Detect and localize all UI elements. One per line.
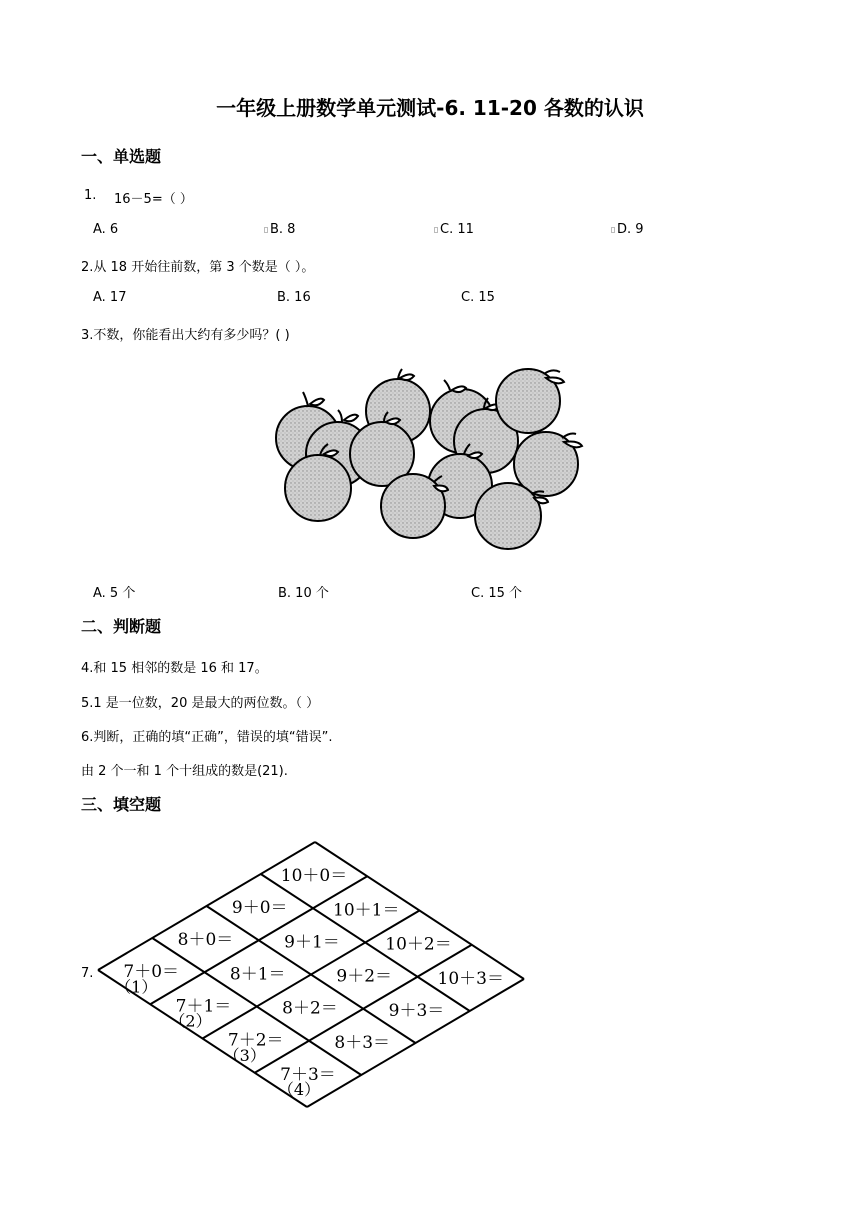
q1-option-d-label: D. 9 [617,222,644,237]
row-label: （4） [277,1080,321,1099]
question-5-text: 5.1 是一位数，20 是最大的两位数。（ ） [81,696,320,711]
q1-option-d[interactable] [611,222,644,237]
page-title: 一年级上册数学单元测试-6. 11-20 各数的认识 [216,96,644,120]
apple-icon [496,369,564,433]
q1-option-b-label: B. 8 [270,222,296,237]
section-true-false: 二、判断题 [81,617,162,636]
q1-option-b[interactable] [264,222,295,237]
q2-option-b[interactable]: B. 16 [277,290,311,305]
section-single-choice: 一、单选题 [81,147,162,166]
row-label: （1） [115,977,158,997]
option-marker-icon [611,227,615,233]
question-4-text: 4.和 15 相邻的数是 16 和 17。 [81,661,268,676]
question-3-text: 3.不数，你能看出大约有多少吗？( ) [81,328,290,343]
q1-option-c[interactable] [434,222,474,237]
apples-illustration [270,366,600,556]
row-label: （3） [223,1045,266,1065]
grid-cell-expression[interactable]: 9＋2＝ [336,966,393,987]
grid-cell-expression[interactable]: 8＋3＝ [334,1032,391,1053]
grid-cell-expression[interactable]: 9＋3＝ [388,1000,445,1021]
grid-cell-expression[interactable]: 7＋1＝ [175,996,232,1017]
addition-diamond-grid [0,820,560,1120]
q2-option-a[interactable]: A. 17 [93,290,127,305]
q1-option-a[interactable]: A. 6 [93,222,119,237]
grid-cell-expression[interactable]: 9＋0＝ [231,898,288,919]
question-6-text: 6.判断，正确的填“正确”，错误的填“错误”. [81,730,333,745]
question-7-number: 7. [81,966,94,981]
question-6-statement: 由 2 个一和 1 个十组成的数是(21). [81,764,288,779]
q1-option-c-label: C. 11 [440,222,474,237]
grid-cell-expression[interactable]: 10＋2＝ [385,934,452,955]
section-fill-blank: 三、填空题 [81,795,162,814]
grid-cell-expression[interactable]: 10＋0＝ [280,866,348,887]
grid-cell-expression[interactable]: 7＋2＝ [227,1030,284,1051]
question-1-text: 16－5=（ ） [114,192,193,207]
row-label: （2） [169,1011,212,1031]
question-1-number: 1. [84,188,97,203]
option-marker-icon [434,227,438,233]
q3-option-c[interactable]: C. 15 个 [471,586,523,601]
grid-cell-expression[interactable]: 10＋3＝ [437,968,504,989]
grid-cell-expression[interactable]: 8＋1＝ [229,964,286,985]
q2-option-c[interactable]: C. 15 [461,290,495,305]
grid-cell-expression[interactable]: 8＋2＝ [282,998,338,1019]
grid-cell-expression[interactable]: 7＋3＝ [280,1064,336,1085]
question-2-text: 2.从 18 开始往前数，第 3 个数是（ ）。 [81,260,315,275]
q3-option-b[interactable]: B. 10 个 [278,586,329,601]
option-marker-icon [264,227,268,233]
q3-option-a[interactable]: A. 5 个 [93,586,136,601]
grid-cell-expression[interactable]: 7＋0＝ [123,962,180,983]
grid-cell-expression[interactable]: 10＋1＝ [333,900,400,921]
grid-cell-expression[interactable]: 8＋0＝ [177,930,234,951]
grid-cell-expression[interactable]: 9＋1＝ [284,932,340,953]
